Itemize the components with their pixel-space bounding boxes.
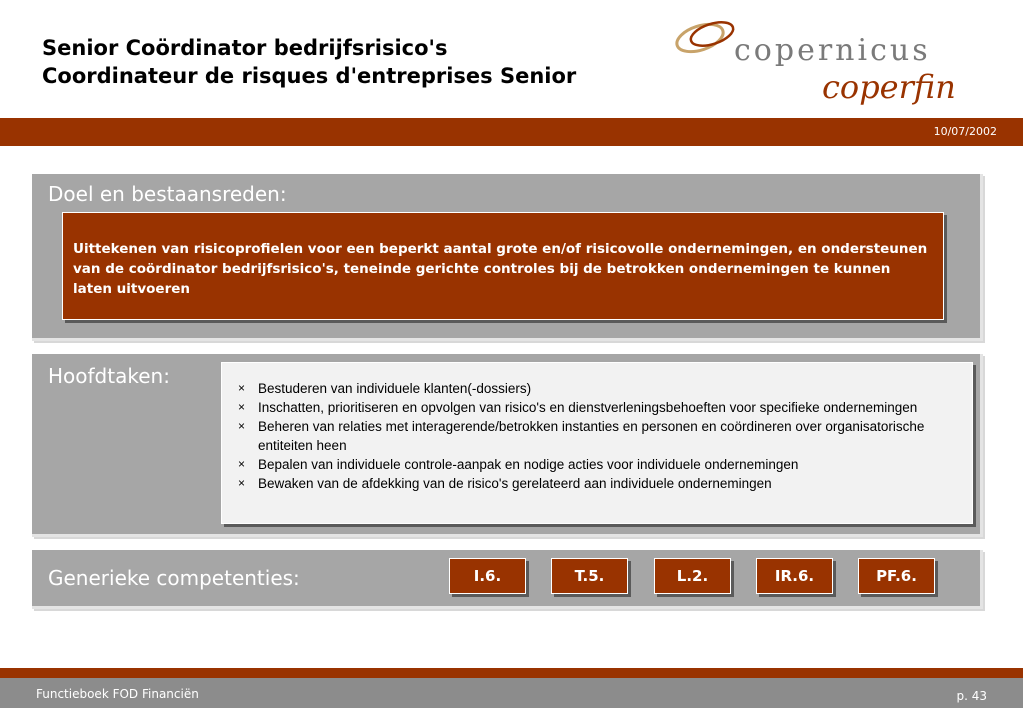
bullet-x-icon: ×: [238, 400, 246, 414]
doel-label: Doel en bestaansreden:: [48, 182, 287, 206]
competentie-badge-i6: I.6.: [449, 558, 526, 594]
hoofdtaken-label: Hoofdtaken:: [48, 364, 170, 388]
task-item: × Beheren van relaties met interagerende/betrokken instanties en personen en coördineren over organisatorische entiteiten heen: [238, 419, 925, 453]
competentie-badge-ir6: IR.6.: [756, 558, 833, 594]
doel-text: Uittekenen van risicoprofielen voor een beperkt aantal grote en/of risicovolle ondernemingen, en ondersteunen van de coördinator bedrijfsrisico's, teneinde gerichte controles bij de betrokken ondernemingen te kunnen laten uitvoeren: [73, 241, 928, 297]
competenties-label: Generieke competenties:: [48, 566, 300, 590]
competentie-badge-t5: T.5.: [551, 558, 628, 594]
task-item: × Bepalen van individuele controle-aanpak en nodige acties voor individuele ondernemingen: [238, 457, 799, 472]
logo-graphic: [672, 8, 1012, 108]
svg-text:coperfin: coperfin: [822, 68, 956, 106]
task-item: × Bestuderen van individuele klanten(-dossiers): [238, 381, 532, 396]
bullet-x-icon: ×: [238, 476, 246, 490]
footer-accent-bar: [0, 668, 1023, 678]
bullet-x-icon: ×: [238, 419, 246, 433]
header-date: 10/07/2002: [933, 125, 997, 138]
title-line-nl: Senior Coördinator bedrijfsrisico's: [42, 36, 448, 60]
title-line-fr: Coordinateur de risques d'entreprises Senior: [42, 64, 577, 88]
footer-document-name: Functieboek FOD Financiën: [36, 687, 199, 701]
bullet-x-icon: ×: [238, 457, 246, 471]
page-title: [42, 34, 576, 90]
task-item: × Inschatten, prioritiseren en opvolgen van risico's en dienstverleningsbehoeften voor specifieke ondernemingen: [238, 400, 918, 415]
footer: [0, 678, 1023, 708]
hoofdtaken-list: [238, 379, 960, 493]
footer-page-number: p. 43: [956, 689, 987, 703]
header-bar: [0, 118, 1023, 146]
hoofdtaken-box: [221, 362, 973, 524]
task-item: × Bewaken van de afdekking van de risico's gerelateerd aan individuele ondernemingen: [238, 476, 772, 491]
competentie-badge-pf6: PF.6.: [858, 558, 935, 594]
doel-text-box: [62, 212, 944, 320]
bullet-x-icon: ×: [238, 381, 246, 395]
competentie-badge-l2: L.2.: [654, 558, 731, 594]
svg-text:copernicus: copernicus: [734, 33, 931, 68]
copernicus-coperfin-logo: [672, 8, 1012, 108]
